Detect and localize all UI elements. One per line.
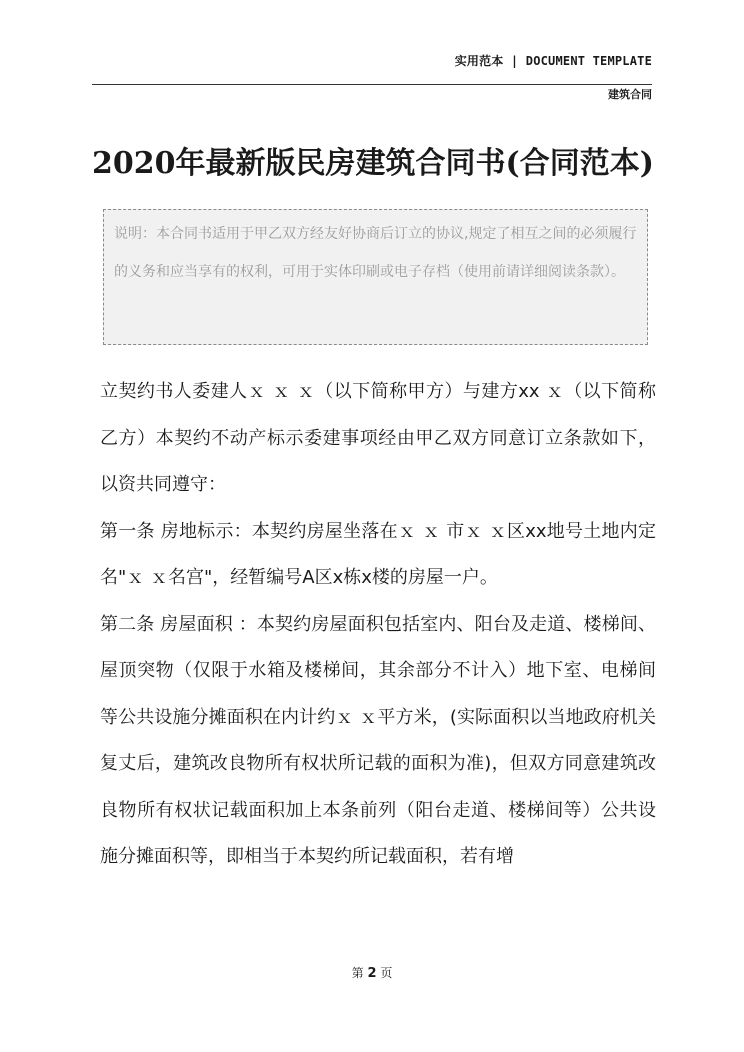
header-category-label: 建筑合同	[608, 88, 652, 101]
note-text: 说明：本合同书适用于甲乙双方经友好协商后订立的协议,规定了相互之间的必须履行的义务和应当享有的权利，可用于实体印刷或电子存档（使用前请详细阅读条款）。	[114, 226, 637, 280]
header-rule	[92, 84, 652, 85]
footer-prefix: 第	[351, 966, 364, 980]
paragraph-article-2: 第二条 房屋面积 ：本契约房屋面积包括室内、阳台及走道、楼梯间、屋顶突物（仅限于水箱及楼梯间，其余部分不计入）地下室、电梯间等公共设施分摊面积在内计约ｘ ｘ平方米，(实际面积以当地政府机关复丈后，建筑改良物所有权状所记载的面积为准)，但双方同意建筑改良物所有权状记载面积加上本条前列（阳台走道、楼梯间等）公共设施分摊面积等，即相当于本契约所记载面积，若有增	[100, 613, 656, 867]
paragraph-article-1: 第一条 房地标示：本契约房屋坐落在ｘ ｘ 市ｘ ｘ区xx地号土地内定名"ｘ ｘ名宫"，经暂编号A区x栋x楼的房屋一户。	[100, 520, 656, 588]
paragraph-intro: 立契约书人委建人ｘ ｘ ｘ（以下简称甲方）与建方xx ｘ（以下简称乙方）本契约不动产标示委建事项经由甲乙双方同意订立条款如下，以资共同遵守：	[100, 381, 656, 495]
footer-suffix: 页	[380, 966, 393, 980]
page-number: 2	[367, 966, 377, 981]
document-title: 2020年最新版民房建筑合同书(合同范本)	[92, 146, 654, 181]
note-box	[103, 209, 648, 345]
page-footer	[0, 964, 744, 981]
document-body	[100, 369, 656, 881]
header-top-label: 实用范本 | DOCUMENT TEMPLATE	[454, 54, 652, 68]
